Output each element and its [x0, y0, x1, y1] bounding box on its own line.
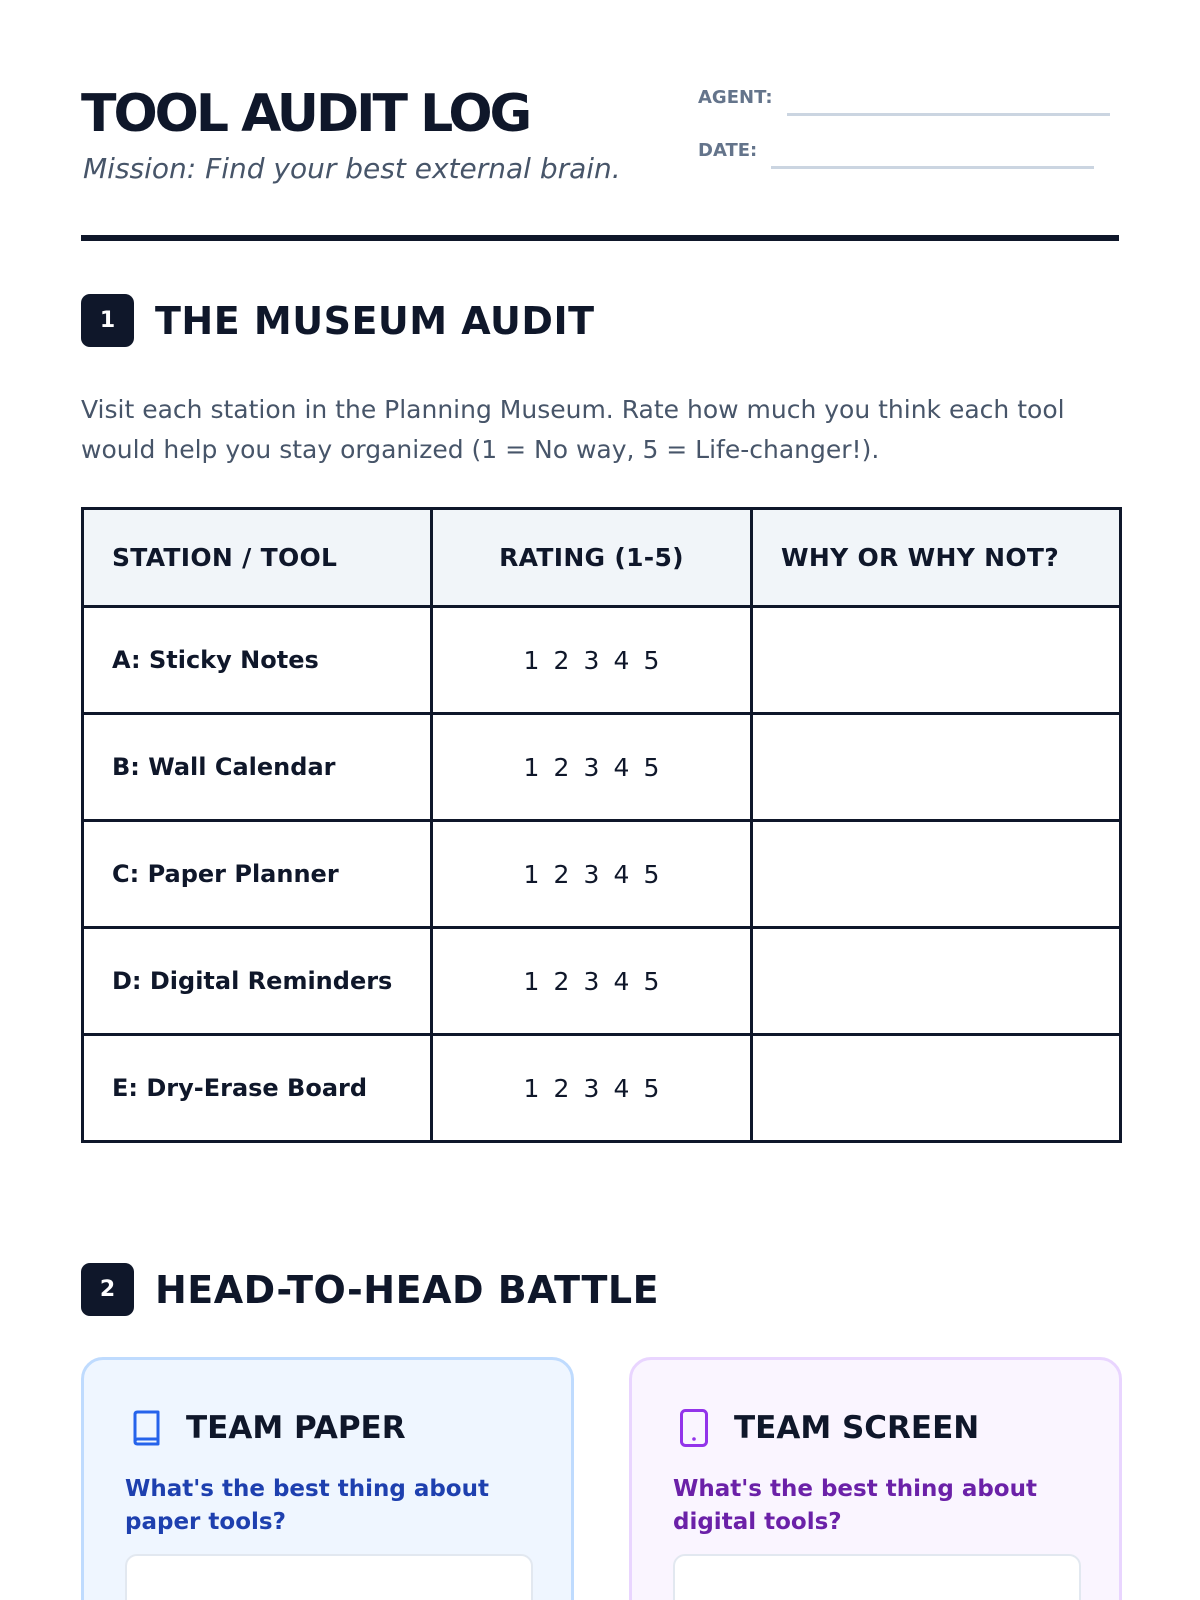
rating-option[interactable]: 2 — [553, 859, 570, 889]
agent-write-line[interactable] — [787, 113, 1110, 116]
rating-option[interactable]: 4 — [613, 966, 630, 996]
rating-cell — [432, 607, 752, 714]
rating-option[interactable]: 1 — [523, 966, 540, 996]
rating-option[interactable]: 4 — [613, 1073, 630, 1103]
card-question: What's the best thing about paper tools? — [125, 1476, 489, 1535]
section-title: THE MUSEUM AUDIT — [155, 298, 595, 343]
rating-option[interactable]: 2 — [553, 966, 570, 996]
rating-option[interactable]: 4 — [613, 752, 630, 782]
section-instructions: Visit each station in the Planning Museum. Rate how much you think each tool would help you stay organized (1 = No way, 5 = Life-changer!). — [81, 395, 1065, 464]
page-title: TOOL AUDIT LOG — [81, 84, 530, 144]
rating-option[interactable]: 3 — [583, 859, 600, 889]
rating-option[interactable]: 1 — [523, 1073, 540, 1103]
tool-name-cell: E: Dry-Erase Board — [83, 1035, 432, 1142]
column-header-tool: STATION / TOOL — [83, 509, 432, 607]
card-question: What's the best thing about digital tools? — [673, 1476, 1037, 1535]
rating-option[interactable]: 1 — [523, 859, 540, 889]
table-row — [83, 1035, 1121, 1142]
table-row — [83, 928, 1121, 1035]
rating-option[interactable]: 5 — [643, 752, 660, 782]
section-title: HEAD-TO-HEAD BATTLE — [155, 1267, 660, 1312]
section-number-badge: 1 — [81, 294, 134, 347]
why-answer-cell[interactable] — [752, 928, 1121, 1035]
column-header-why: WHY OR WHY NOT? — [752, 509, 1121, 607]
audit-table — [81, 507, 1122, 1143]
agent-label: AGENT: — [698, 87, 773, 108]
date-field-row — [698, 139, 1094, 163]
answer-box[interactable] — [673, 1554, 1081, 1600]
section-number-badge: 2 — [81, 1263, 134, 1316]
audit-table-body — [83, 607, 1121, 1142]
rating-option[interactable]: 4 — [613, 645, 630, 675]
section-2-heading — [81, 1263, 659, 1316]
table-row — [83, 821, 1121, 928]
tool-name-cell: A: Sticky Notes — [83, 607, 432, 714]
rating-option[interactable]: 5 — [643, 645, 660, 675]
rating-option[interactable]: 3 — [583, 645, 600, 675]
rating-option[interactable]: 2 — [553, 1073, 570, 1103]
rating-option[interactable]: 2 — [553, 752, 570, 782]
table-header-row — [83, 509, 1121, 607]
why-answer-cell[interactable] — [752, 607, 1121, 714]
worksheet-header — [81, 0, 1119, 241]
rating-option[interactable]: 5 — [643, 966, 660, 996]
rating-option[interactable]: 3 — [583, 1073, 600, 1103]
table-row — [83, 714, 1121, 821]
card-heading — [128, 1408, 406, 1448]
why-answer-cell[interactable] — [752, 714, 1121, 821]
tool-name-cell: B: Wall Calendar — [83, 714, 432, 821]
book-icon — [128, 1408, 164, 1448]
rating-option[interactable]: 1 — [523, 645, 540, 675]
team-screen-card — [629, 1357, 1122, 1600]
team-paper-card — [81, 1357, 574, 1600]
page-subtitle: Mission: Find your best external brain. — [83, 152, 621, 185]
rating-option[interactable]: 3 — [583, 966, 600, 996]
section-1-heading — [81, 294, 595, 347]
rating-option[interactable]: 4 — [613, 859, 630, 889]
why-answer-cell[interactable] — [752, 821, 1121, 928]
rating-option[interactable]: 5 — [643, 859, 660, 889]
rating-cell — [432, 928, 752, 1035]
rating-option[interactable]: 1 — [523, 752, 540, 782]
rating-cell — [432, 821, 752, 928]
card-title: TEAM PAPER — [186, 1410, 406, 1446]
date-label: DATE: — [698, 140, 758, 161]
why-answer-cell[interactable] — [752, 1035, 1121, 1142]
tablet-icon — [676, 1408, 712, 1448]
agent-field-row — [698, 86, 1110, 110]
rating-option[interactable]: 5 — [643, 1073, 660, 1103]
card-title: TEAM SCREEN — [734, 1410, 980, 1446]
rating-option[interactable]: 2 — [553, 645, 570, 675]
tool-name-cell: C: Paper Planner — [83, 821, 432, 928]
rating-cell — [432, 714, 752, 821]
rating-cell — [432, 1035, 752, 1142]
column-header-rating: RATING (1-5) — [432, 509, 752, 607]
answer-box[interactable] — [125, 1554, 533, 1600]
tool-name-cell: D: Digital Reminders — [83, 928, 432, 1035]
card-heading — [676, 1408, 979, 1448]
rating-option[interactable]: 3 — [583, 752, 600, 782]
table-row — [83, 607, 1121, 714]
date-write-line[interactable] — [771, 166, 1094, 169]
